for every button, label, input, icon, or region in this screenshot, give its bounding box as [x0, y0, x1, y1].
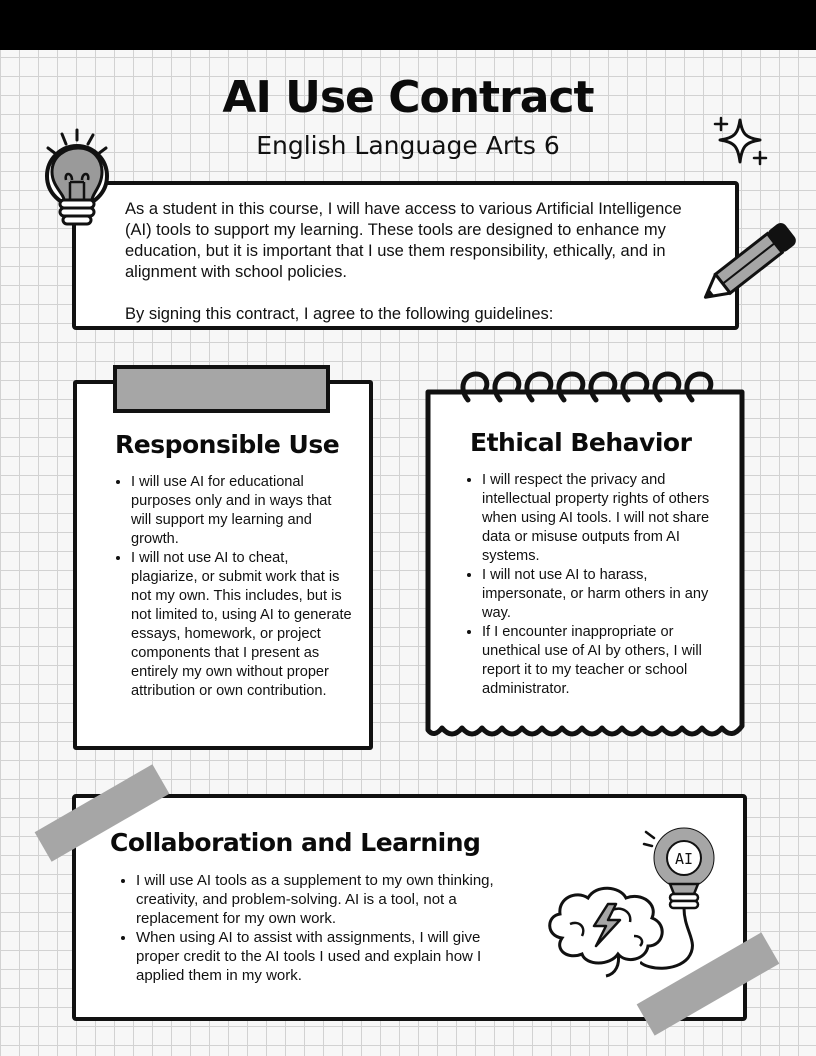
list-item: • I will use AI tools as a supplement to my own thinking, creativity, and problem-solving. AI is a tool, not a replacement for my own work.	[136, 871, 523, 928]
ethical-behavior-list	[460, 471, 720, 699]
list-item: • I will not use AI to harass, impersonate, or harm others in any way.	[482, 566, 720, 623]
intro-box	[72, 181, 739, 330]
ethical-behavior-heading: Ethical Behavior	[470, 428, 692, 457]
responsible-use-list	[109, 473, 355, 701]
collaboration-heading: Collaboration and Learning	[110, 828, 481, 857]
lightbulb-icon	[36, 126, 120, 230]
sparkle-icon	[712, 114, 770, 170]
collaboration-list	[110, 871, 523, 985]
intro-agreement: By signing this contract, I agree to the following guidelines:	[125, 305, 554, 323]
ethical-behavior-card	[440, 418, 730, 728]
intro-paragraph: As a student in this course, I will have access to various Artificial Intelligence (AI) tools to support my learning. These tools are designed to enhance my education, but it is important that I use them responsibility, ethically, and in alignment with school policies.	[125, 200, 682, 281]
pencil-icon	[690, 216, 806, 312]
list-item: • I will use AI for educational purposes only and in ways that will support my learning and growth.	[131, 473, 355, 549]
page-title: AI Use Contract	[222, 72, 594, 123]
ai-lightbulb-icon	[640, 822, 730, 978]
list-item: • When using AI to assist with assignments, I will give proper credit to the AI tools I used and explain how I applied them in my work.	[136, 928, 523, 985]
list-item: • I will respect the privacy and intellectual property rights of others when using AI tools. I will not share data or misuse outputs from AI systems.	[482, 471, 720, 566]
ai-bulb-label: AI	[674, 850, 694, 868]
top-bar	[0, 0, 816, 50]
list-item: • If I encounter inappropriate or unethical use of AI by others, I will report it to my teacher or school administrator.	[482, 623, 720, 699]
responsible-use-heading: Responsible Use	[115, 430, 340, 459]
page-subtitle: English Language Arts 6	[256, 131, 560, 160]
list-item: • I will not use AI to cheat, plagiarize, or submit work that is not my own. This includes, but is not limited to, using AI to generate essays, homework, or project components that I present as entirely my own without proper attribution or own contribution.	[131, 549, 355, 701]
responsible-use-card	[73, 380, 373, 750]
tape-strip	[113, 365, 330, 413]
